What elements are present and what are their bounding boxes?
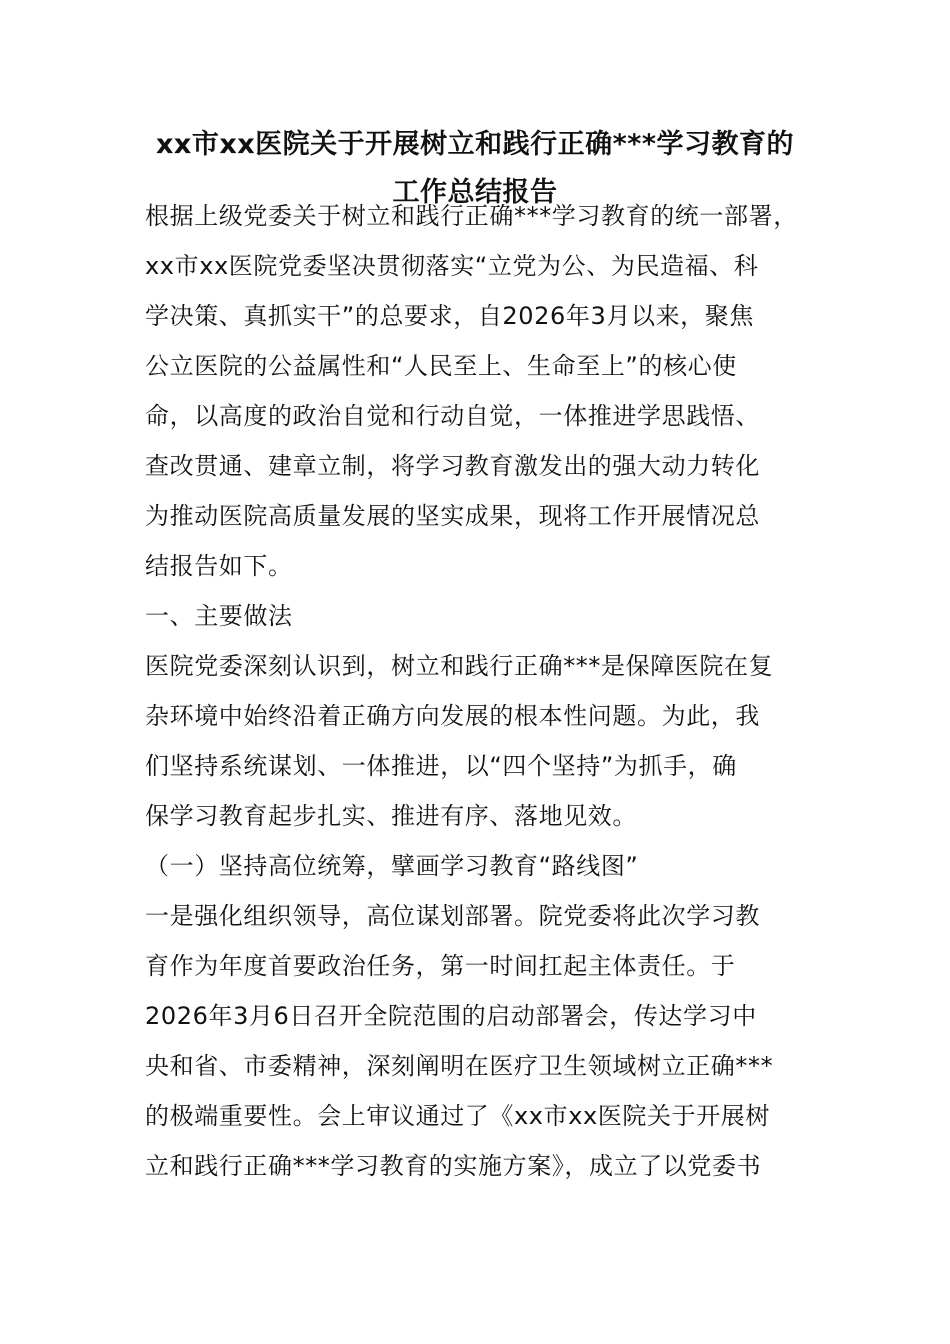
- body-line: 根据上级党委关于树立和践行正确***学习教育的统一部署，: [145, 202, 798, 230]
- section-heading: 一、主要做法: [145, 602, 293, 630]
- body-line: 立和践行正确***学习教育的实施方案》，成立了以党委书: [145, 1152, 762, 1180]
- body-line: 学决策、真抓实干”的总要求，自2026年3月以来，聚焦: [145, 302, 754, 330]
- body-line: 医院党委深刻认识到，树立和践行正确***是保障医院在复: [145, 652, 774, 680]
- body-line: 2026年3月6日召开全院范围的启动部署会，传达学习中: [145, 1002, 757, 1030]
- document-title-line-2: 工作总结报告: [392, 177, 558, 208]
- body-line: 的极端重要性。会上审议通过了《xx市xx医院关于开展树: [145, 1102, 771, 1130]
- subsection-heading: （一）坚持高位统筹，擘画学习教育“路线图”: [145, 852, 639, 880]
- body-line: 们坚持系统谋划、一体推进，以“四个坚持”为抓手，确: [145, 752, 737, 780]
- body-line: 结报告如下。: [145, 552, 293, 580]
- document-title-line-1: xx市xx医院关于开展树立和践行正确***学习教育的: [155, 129, 795, 160]
- body-line: 公立医院的公益属性和“人民至上、生命至上”的核心使: [145, 352, 737, 380]
- body-line: 一是强化组织领导，高位谋划部署。院党委将此次学习教: [145, 902, 760, 930]
- body-line: 央和省、市委精神，深刻阐明在医疗卫生领域树立正确***: [145, 1052, 774, 1080]
- body-line: 查改贯通、建章立制，将学习教育激发出的强大动力转化: [145, 452, 760, 480]
- body-line: xx市xx医院党委坚决贯彻落实“立党为公、为民造福、科: [145, 252, 759, 280]
- body-line: 杂环境中始终沿着正确方向发展的根本性问题。为此，我: [145, 702, 760, 730]
- body-line: 育作为年度首要政治任务，第一时间扛起主体责任。于: [145, 952, 736, 980]
- body-line: 命，以高度的政治自觉和行动自觉，一体推进学思践悟、: [145, 402, 760, 430]
- body-line: 为推动医院高质量发展的坚实成果，现将工作开展情况总: [145, 502, 760, 530]
- body-line: 保学习教育起步扎实、推进有序、落地见效。: [145, 802, 637, 830]
